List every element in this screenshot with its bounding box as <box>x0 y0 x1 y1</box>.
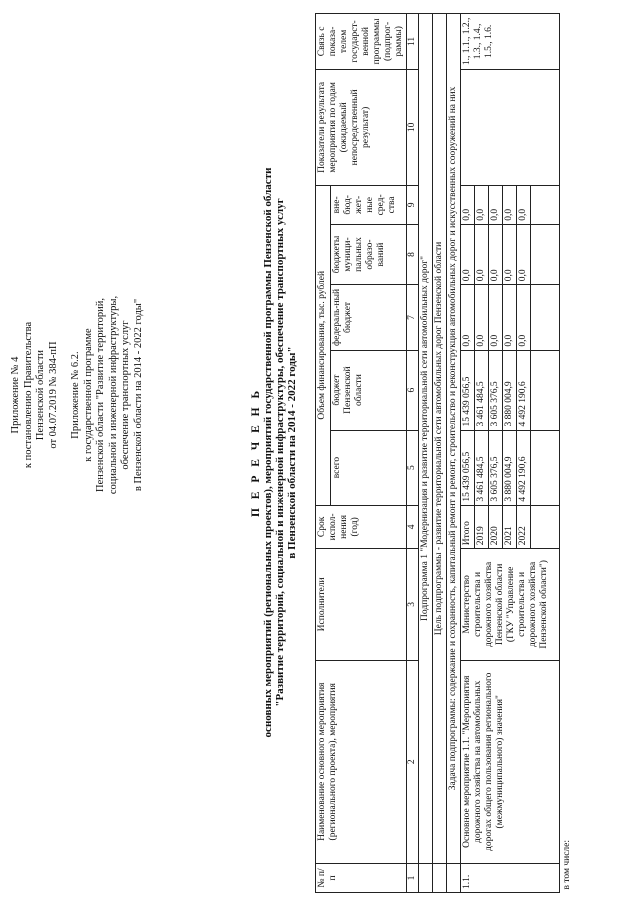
row-municipal: 0,0 <box>517 224 531 285</box>
row-federal: 0,0 <box>461 285 475 350</box>
col-number: 2 <box>407 660 419 863</box>
header-federal: федераль-ный бюджет <box>331 285 407 350</box>
appendix-number-2: Приложение № 6.2. <box>70 351 81 439</box>
appendix-header <box>10 265 145 525</box>
row-municipal: 0,0 <box>461 224 475 285</box>
title-line-2: "Развитие территорий, социальной и инженерной инфраструктуры, обеспечение транспортных услуг <box>274 198 286 707</box>
subprogram-goal: Цель подпрограммы - развитие территориальной сети автомобильных дорог Пензенской области <box>433 14 447 864</box>
row-total: 4 492 190,6 <box>517 430 531 505</box>
row-offbudget: 0,0 <box>503 185 517 224</box>
including-note: в том числе: <box>562 839 572 890</box>
document-title <box>250 60 298 845</box>
program-line-4: в Пензенской области на 2014 - 2022 годы" <box>132 298 144 492</box>
row-year: Итого <box>461 505 475 549</box>
item-name: Основное мероприятие 1.1. "Мероприятия дорожного хозяйства на автомобильных дорогах общего пользования регионального (межмуниципального) значения" <box>461 660 560 863</box>
row-federal: 0,0 <box>503 285 517 350</box>
table-row <box>461 14 475 893</box>
region-name: Пензенской области <box>35 349 46 441</box>
program-line-1: Пензенской области "Развитие территорий, <box>95 298 106 492</box>
header-term: Срок испол-нения (год) <box>316 505 407 549</box>
empty-cell <box>531 224 560 285</box>
row-year: 2022 <box>517 505 531 549</box>
row-regional: 3 880 004,9 <box>503 350 517 430</box>
row-year: 2020 <box>489 505 503 549</box>
row-total: 3 461 484,5 <box>475 430 489 505</box>
item-executor: Министерство строительства и дорожного хозяйства Пензенской области (ГКУ "Управление строительства и дорожного хозяйства Пензенской области") <box>461 549 560 660</box>
header-municipal: бюджеты муници-пальных образо-ваний <box>331 224 407 285</box>
measures-table <box>315 13 574 893</box>
header-indicators: Показатели результата мероприятия по годам (ожидаемый непосредственный результат) <box>316 69 407 185</box>
to-resolution: к постановлению Правительства <box>22 321 34 469</box>
row-federal: 0,0 <box>517 285 531 350</box>
col-number: 11 <box>407 14 419 70</box>
row-offbudget: 0,0 <box>461 185 475 224</box>
col-number: 8 <box>407 224 419 285</box>
col-number: 7 <box>407 285 419 350</box>
header-name: Наименование основного мероприятия (регионального проекта), мероприятия <box>316 660 407 863</box>
program-line-2: социальной и инженерной инфраструктуры, <box>107 295 119 495</box>
row-regional: 3 605 376,5 <box>489 350 503 430</box>
resolution-date: от 04.07.2019 № 384-пП <box>47 341 59 449</box>
subprogram-title: Подпрограмма 1 "Модернизация и развитие территориальной сети автомобильных дорог" <box>419 14 433 864</box>
empty-cell <box>447 863 461 892</box>
subprogram-task: Задача подпрограммы: содержание и сохранность, капитальный ремонт и ремонт, строительство и реконструкция автомобильных дорог и искусственных сооружений на них <box>447 14 461 864</box>
empty-cell <box>531 430 560 505</box>
item-number: 1.1. <box>461 863 560 892</box>
col-number: 10 <box>407 69 419 185</box>
row-federal: 0,0 <box>475 285 489 350</box>
item-indicators <box>461 69 560 185</box>
row-total: 15 439 056,5 <box>461 430 475 505</box>
row-municipal: 0,0 <box>489 224 503 285</box>
row-municipal: 0,0 <box>475 224 489 285</box>
header-total: всего <box>331 430 407 505</box>
col-number: 4 <box>407 505 419 549</box>
empty-cell <box>531 350 560 430</box>
header-funding: Объем финансирования, тыс. рублей <box>316 185 331 505</box>
program-line-3: обеспечение транспортных услуг <box>120 320 131 470</box>
title-line-3: в Пензенской области на 2014 - 2022 годы" <box>286 346 298 559</box>
row-regional: 3 461 484,5 <box>475 350 489 430</box>
row-regional: 15 439 056,5 <box>461 350 475 430</box>
row-offbudget: 0,0 <box>475 185 489 224</box>
title-line-1: основных мероприятий (региональных проектов), мероприятий государственной программы Пензенской области <box>262 167 274 738</box>
col-number: 6 <box>407 350 419 430</box>
empty-cell <box>531 185 560 224</box>
col-number: 1 <box>407 863 419 892</box>
row-offbudget: 0,0 <box>489 185 503 224</box>
title-word: П Е Р Е Ч Е Н Ь <box>250 387 262 518</box>
col-number: 5 <box>407 430 419 505</box>
header-executors: Исполнители <box>316 549 407 660</box>
row-municipal: 0,0 <box>503 224 517 285</box>
header-offbudget: вне-бюд-жет-ные сред-ства <box>331 185 407 224</box>
empty-cell <box>419 863 433 892</box>
row-offbudget: 0,0 <box>517 185 531 224</box>
empty-cell <box>433 863 447 892</box>
row-regional: 4 492 190,6 <box>517 350 531 430</box>
row-year: 2019 <box>475 505 489 549</box>
item-link: 1., 1.1., 1.2., 1.3., 1.4., 1.5., 1.6. <box>461 14 560 70</box>
col-number: 3 <box>407 549 419 660</box>
row-federal: 0,0 <box>489 285 503 350</box>
row-total: 3 880 004,9 <box>503 430 517 505</box>
row-year: 2021 <box>503 505 517 549</box>
row-total: 3 605 376,5 <box>489 430 503 505</box>
header-regional: бюджет Пензенской области <box>331 350 407 430</box>
empty-cell <box>531 285 560 350</box>
col-number: 9 <box>407 185 419 224</box>
appendix-number: Приложение № 4 <box>10 356 21 434</box>
to-program: к государственной программе <box>82 328 94 462</box>
header-link: Связь с показа-телем государст-венной программы (подпрог-раммы) <box>316 14 407 70</box>
empty-cell <box>531 505 560 549</box>
header-num: № п/п <box>316 863 407 892</box>
